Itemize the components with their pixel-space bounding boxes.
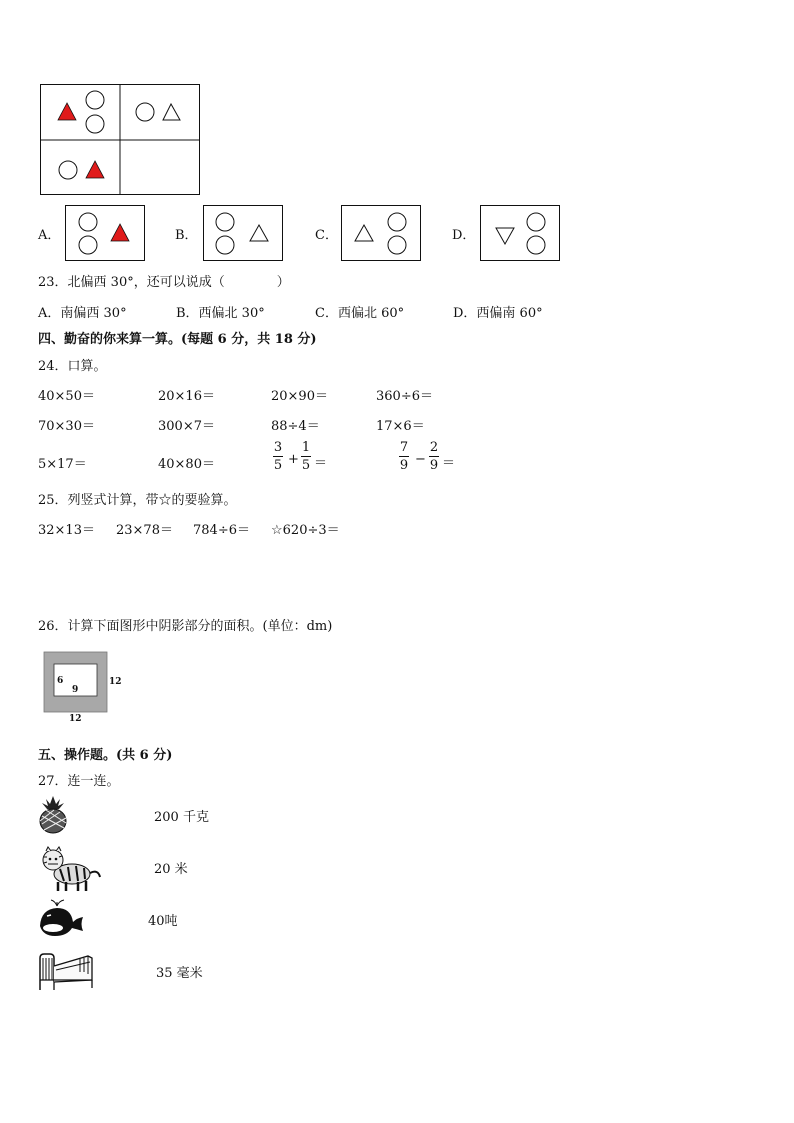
plus-sign: + xyxy=(288,452,299,467)
q25-item: 23×78＝ xyxy=(116,523,173,538)
q25-item: 784÷6＝ xyxy=(193,523,250,538)
option-c-label[interactable]: C． xyxy=(315,228,338,243)
circle-icon xyxy=(59,161,77,179)
red-triangle-icon xyxy=(58,103,76,120)
q24-question: 24．口算。 xyxy=(38,359,107,374)
circle-icon xyxy=(86,115,104,133)
section-4-heading: 四、勤奋的你来算一算。(每题 6 分，共 18 分) xyxy=(38,332,317,347)
outer-right-label: 12 xyxy=(109,677,122,687)
q27-question: 27．连一连。 xyxy=(38,774,120,789)
q27-value[interactable]: 35 毫米 xyxy=(156,966,203,981)
fraction: 3 5 xyxy=(273,440,283,473)
q26-question: 26．计算下面图形中阴影部分的面积。(单位：dm) xyxy=(38,619,333,634)
pattern-grid xyxy=(40,84,200,196)
fraction: 7 9 xyxy=(399,440,409,473)
inverted-triangle-icon xyxy=(496,228,514,244)
option-d-box[interactable] xyxy=(480,205,560,261)
circle-icon xyxy=(388,213,406,231)
whale-picture[interactable] xyxy=(37,898,87,938)
shaded-area-figure xyxy=(44,652,109,712)
q23-question: 23．北偏西 30°，还可以说成（ ） xyxy=(38,275,290,290)
q27-value[interactable]: 40吨 xyxy=(148,914,178,929)
q24-item: 70×30＝ xyxy=(38,419,95,434)
equals-sign: ＝ xyxy=(442,456,456,471)
q23-option-d[interactable]: D．西偏南 60° xyxy=(453,306,543,321)
pineapple-picture[interactable] xyxy=(36,796,70,834)
q24-item: 300×7＝ xyxy=(158,419,215,434)
q24-item: 20×16＝ xyxy=(158,389,215,404)
circle-icon xyxy=(79,236,97,254)
q27-value[interactable]: 20 米 xyxy=(154,862,188,877)
q23-option-b[interactable]: B．西偏北 30° xyxy=(176,306,265,321)
q25-question: 25．列竖式计算，带☆的要验算。 xyxy=(38,493,237,508)
q24-item: 17×6＝ xyxy=(376,419,425,434)
option-a-box[interactable] xyxy=(65,205,145,261)
q23-option-a[interactable]: A．南偏西 30° xyxy=(38,306,127,321)
bed-picture[interactable] xyxy=(38,946,94,992)
q24-item: 20×90＝ xyxy=(271,389,328,404)
option-c-box[interactable] xyxy=(341,205,421,261)
q25-item: 32×13＝ xyxy=(38,523,95,538)
fraction: 1 5 xyxy=(301,440,311,473)
triangle-icon xyxy=(250,225,268,241)
red-triangle-icon xyxy=(111,224,129,241)
circle-icon xyxy=(388,236,406,254)
section-5-heading: 五、操作题。(共 6 分) xyxy=(38,748,173,763)
circle-icon xyxy=(79,213,97,231)
option-d-label[interactable]: D． xyxy=(452,228,476,243)
circle-icon xyxy=(527,236,545,254)
q23-option-c[interactable]: C．西偏北 60° xyxy=(315,306,405,321)
red-triangle-icon xyxy=(86,161,104,178)
option-b-label[interactable]: B． xyxy=(175,228,198,243)
circle-icon xyxy=(216,213,234,231)
circle-icon xyxy=(136,103,154,121)
option-a-label[interactable]: A． xyxy=(38,228,61,243)
minus-sign: − xyxy=(415,452,426,467)
q24-item: 88÷4＝ xyxy=(271,419,320,434)
circle-icon xyxy=(86,91,104,109)
triangle-icon xyxy=(163,104,180,120)
q24-item: 40×50＝ xyxy=(38,389,95,404)
inner-width-label: 9 xyxy=(72,685,79,695)
q24-item: 5×17＝ xyxy=(38,457,87,472)
circle-icon xyxy=(216,236,234,254)
q25-item: ☆620÷3＝ xyxy=(271,523,340,538)
q24-item: 360÷6＝ xyxy=(376,389,433,404)
tiger-picture[interactable] xyxy=(38,843,102,893)
inner-height-label: 6 xyxy=(57,676,64,686)
circle-icon xyxy=(527,213,545,231)
q27-value[interactable]: 200 千克 xyxy=(154,810,209,825)
q24-item: 40×80＝ xyxy=(158,457,215,472)
option-b-box[interactable] xyxy=(203,205,283,261)
equals-sign: ＝ xyxy=(314,456,328,471)
fraction: 2 9 xyxy=(429,440,439,473)
outer-bottom-label: 12 xyxy=(69,714,82,724)
triangle-icon xyxy=(355,225,373,241)
